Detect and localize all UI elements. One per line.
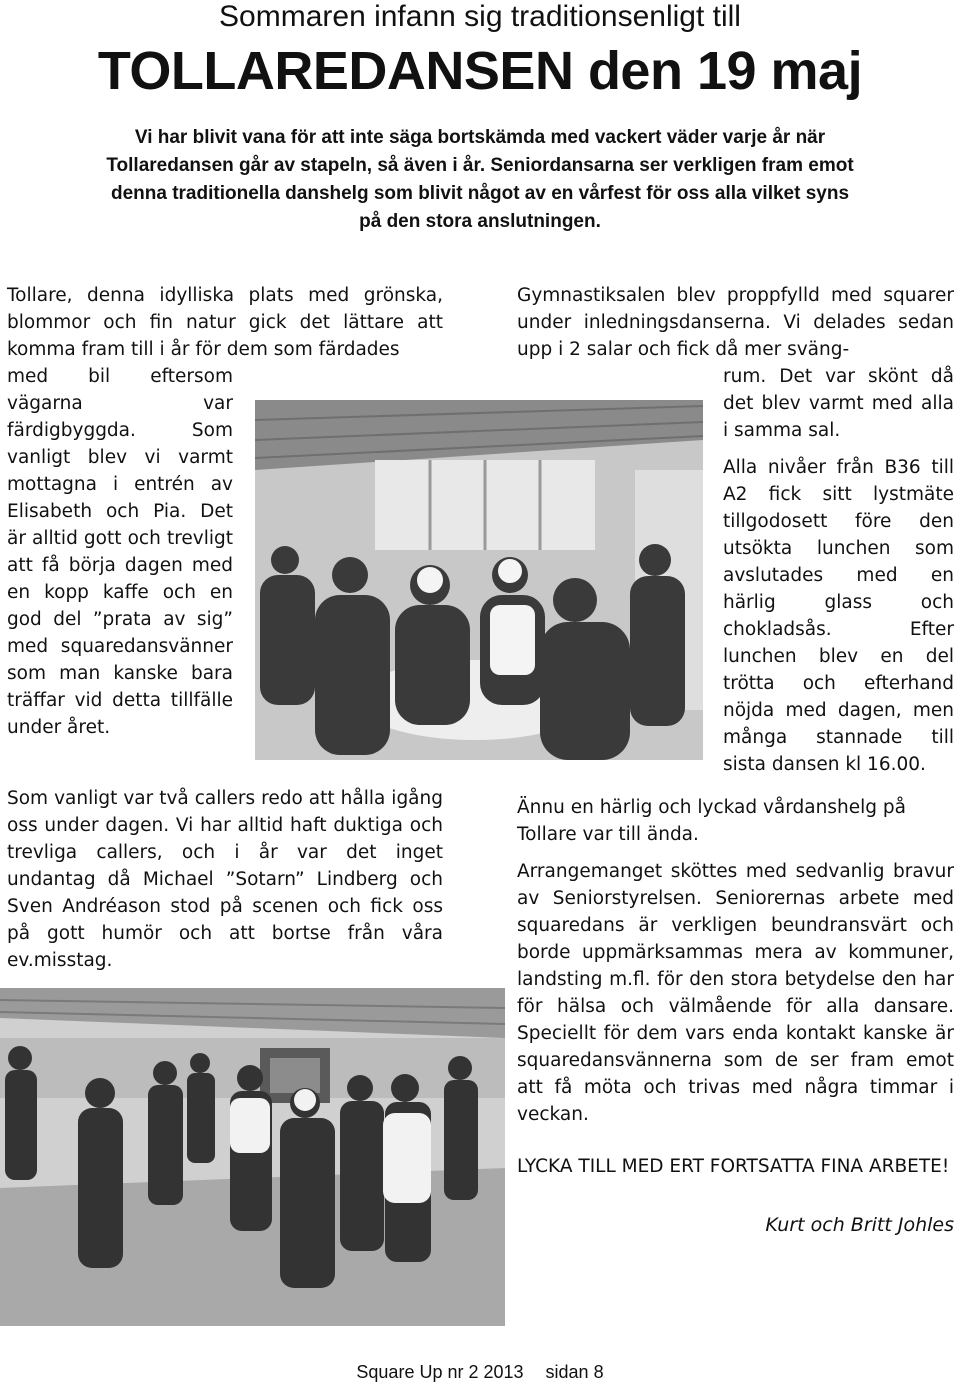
right-column-paragraph-5: LYCKA TILL MED ERT FORTSATTA FINA ARBETE! (517, 1156, 950, 1177)
article-signature: Kurt och Britt Johles (765, 1214, 954, 1236)
photo-lunch-hall (255, 400, 703, 760)
intro-line: Vi har blivit vana för att inte säga bortskämda med vackert väder varje år när (134, 127, 826, 148)
intro-line: på den stora anslutningen. (359, 211, 601, 232)
right-column-paragraph-3: Ännu en härlig och lyckad vårdanshelg på Tollare var till ända. (517, 797, 906, 845)
photo-dance-floor-image (0, 988, 505, 1326)
page-footer (0, 1360, 960, 1384)
left-column-paragraph-2: Som vanligt var två callers redo att hålla igång oss under dagen. Vi har alltid haft duktiga och trevliga callers, och i år var det inget undantag då Michael ”Sotarn” Lindberg och Sven Andréason stod på scenen och fick oss på gott humör och att bortse från våra ev.misstag. (7, 788, 443, 971)
intro-line: denna traditionella danshelg som blivit något av en vårfest för oss alla vilket syns (110, 183, 850, 204)
article-headline: TOLLAREDANSEN den 19 maj (97, 41, 863, 101)
article-intro (15, 124, 945, 236)
intro-line: Tollaredansen går av stapeln, så även i år. Seniordansarna ser verkligen fram emot (106, 155, 854, 176)
left-column-paragraph-1-wrap: med bil eftersom vägarna var färdigbyggda. Som vanligt blev vi varmt mottagna i entrén av Elisabeth och Pia. Det är alltid gott och trevligt att få börja dagen med en kopp kaffe och en god del ”prata av sig” med squaredansvänner som man kanske bara träffar vid detta tillfälle under året. (7, 366, 233, 738)
right-column-bottom-block (517, 794, 954, 1180)
right-column-paragraph-1-top: Gymnastiksalen blev proppfylld med squarer under inledningsdanserna. Vi delades sedan upp i 2 salar och fick då mer sväng- (517, 285, 954, 360)
right-column-paragraph-1-wrap: rum. Det var skönt då det blev varmt med alla i samma sal. (723, 366, 954, 441)
photo-lunch-hall-image (255, 400, 703, 760)
article-kicker: Sommaren infann sig traditionsenligt till (219, 0, 741, 33)
left-column-paragraph-1-top: Tollare, denna idylliska plats med grönska, blommor och fin natur gick det lättare att komma fram till i år för dem som färdades (7, 285, 443, 360)
right-column-paragraph-4: Arrangemanget sköttes med sedvanlig bravur av Seniorstyrelsen. Seniorernas arbete med squaredans är verkligen beundransvärt och borde uppmärksammas mera av kommuner, landsting m.fl. för den stora betydelse den har för hälsa och välmående för alla dansare. Speciellt för dem vars enda kontakt kanske är squaredansvännerna som de ser fram emot att få möta och trivas med några timmar i veckan. (517, 861, 954, 1125)
footer-magazine-issue: Square Up nr 2 2013 (356, 1362, 524, 1382)
right-column-paragraph-2: Alla nivåer från B36 till A2 fick sitt lystmäte tillgodosett före den utsökta lunchen som avslutades med en härlig glass och chokladsås. Efter lunchen blev en del trötta och efterhand nöjda med dagen, men många stannade till sista dansen kl 16.00. (723, 457, 954, 775)
right-column-narrow-block (723, 363, 954, 778)
footer-page-number: sidan 8 (545, 1362, 604, 1382)
photo-dance-floor (0, 988, 505, 1326)
